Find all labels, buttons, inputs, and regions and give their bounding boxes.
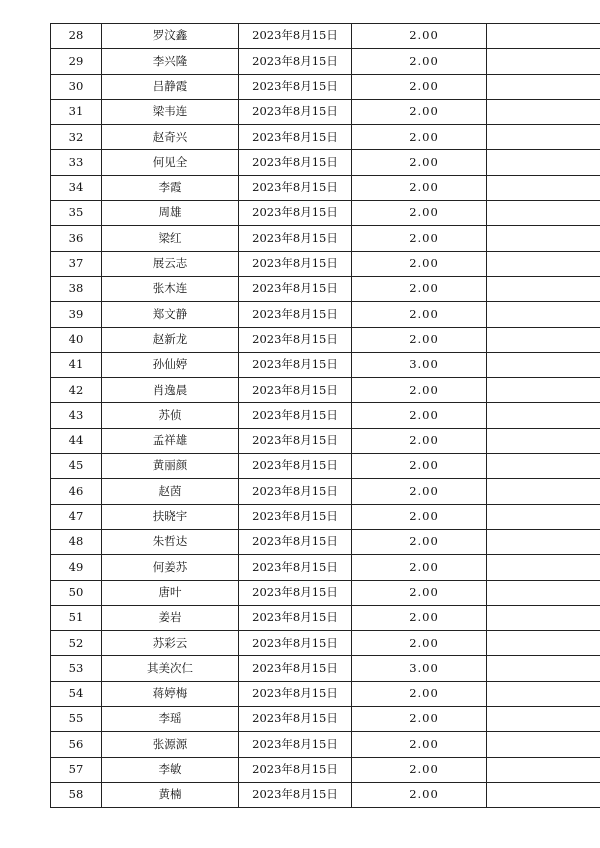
amount-cell: 2.00: [352, 201, 487, 226]
amount-cell: 2.00: [352, 125, 487, 150]
amount-cell: 2.00: [352, 403, 487, 428]
note-cell: [487, 24, 600, 49]
name-cell: 周雄: [102, 201, 239, 226]
date-cell: 2023年8月15日: [239, 681, 352, 706]
row-number-cell: 52: [51, 631, 102, 656]
date-cell: 2023年8月15日: [239, 428, 352, 453]
row-number-cell: 35: [51, 201, 102, 226]
note-cell: [487, 707, 600, 732]
amount-cell: 2.00: [352, 555, 487, 580]
date-cell: 2023年8月15日: [239, 454, 352, 479]
row-number-cell: 33: [51, 150, 102, 175]
row-number-cell: 43: [51, 403, 102, 428]
amount-cell: 2.00: [352, 732, 487, 757]
amount-cell: 2.00: [352, 504, 487, 529]
table-row: [51, 24, 600, 49]
note-cell: [487, 175, 600, 200]
name-cell: 朱哲达: [102, 529, 239, 554]
row-number-cell: 39: [51, 302, 102, 327]
note-cell: [487, 378, 600, 403]
name-cell: 赵茵: [102, 479, 239, 504]
name-cell: 黄楠: [102, 782, 239, 807]
table-row: [51, 150, 600, 175]
amount-cell: 2.00: [352, 782, 487, 807]
amount-cell: 2.00: [352, 605, 487, 630]
row-number-cell: 44: [51, 428, 102, 453]
table-row: [51, 529, 600, 554]
name-cell: 梁红: [102, 226, 239, 251]
date-cell: 2023年8月15日: [239, 125, 352, 150]
note-cell: [487, 732, 600, 757]
name-cell: 姜岩: [102, 605, 239, 630]
note-cell: [487, 479, 600, 504]
name-cell: 蒋婷梅: [102, 681, 239, 706]
note-cell: [487, 150, 600, 175]
note-cell: [487, 757, 600, 782]
table-row: [51, 403, 600, 428]
table-row: [51, 555, 600, 580]
row-number-cell: 56: [51, 732, 102, 757]
date-cell: 2023年8月15日: [239, 99, 352, 124]
row-number-cell: 48: [51, 529, 102, 554]
name-cell: 孟祥雄: [102, 428, 239, 453]
date-cell: 2023年8月15日: [239, 529, 352, 554]
row-number-cell: 50: [51, 580, 102, 605]
note-cell: [487, 656, 600, 681]
row-number-cell: 28: [51, 24, 102, 49]
name-cell: 何姜苏: [102, 555, 239, 580]
table-row: [51, 732, 600, 757]
row-number-cell: 36: [51, 226, 102, 251]
row-number-cell: 40: [51, 327, 102, 352]
row-number-cell: 47: [51, 504, 102, 529]
amount-cell: 2.00: [352, 150, 487, 175]
amount-cell: 2.00: [352, 681, 487, 706]
table-row: [51, 74, 600, 99]
table-row: [51, 656, 600, 681]
name-cell: 梁韦连: [102, 99, 239, 124]
name-cell: 张源源: [102, 732, 239, 757]
row-number-cell: 54: [51, 681, 102, 706]
amount-cell: 2.00: [352, 707, 487, 732]
note-cell: [487, 276, 600, 301]
date-cell: 2023年8月15日: [239, 175, 352, 200]
row-number-cell: 53: [51, 656, 102, 681]
note-cell: [487, 428, 600, 453]
row-number-cell: 46: [51, 479, 102, 504]
table-row: [51, 454, 600, 479]
table-row: [51, 352, 600, 377]
row-number-cell: 58: [51, 782, 102, 807]
table-row: [51, 201, 600, 226]
row-number-cell: 49: [51, 555, 102, 580]
name-cell: 李敏: [102, 757, 239, 782]
row-number-cell: 31: [51, 99, 102, 124]
row-number-cell: 32: [51, 125, 102, 150]
amount-cell: 2.00: [352, 757, 487, 782]
date-cell: 2023年8月15日: [239, 352, 352, 377]
date-cell: 2023年8月15日: [239, 580, 352, 605]
note-cell: [487, 454, 600, 479]
date-cell: 2023年8月15日: [239, 403, 352, 428]
amount-cell: 2.00: [352, 302, 487, 327]
row-number-cell: 38: [51, 276, 102, 301]
table-row: [51, 378, 600, 403]
date-cell: 2023年8月15日: [239, 150, 352, 175]
date-cell: 2023年8月15日: [239, 782, 352, 807]
note-cell: [487, 99, 600, 124]
name-cell: 郑文静: [102, 302, 239, 327]
date-cell: 2023年8月15日: [239, 656, 352, 681]
note-cell: [487, 782, 600, 807]
note-cell: [487, 302, 600, 327]
table-row: [51, 580, 600, 605]
table-row: [51, 125, 600, 150]
amount-cell: 2.00: [352, 49, 487, 74]
amount-cell: 2.00: [352, 99, 487, 124]
row-number-cell: 29: [51, 49, 102, 74]
date-cell: 2023年8月15日: [239, 504, 352, 529]
name-cell: 吕静霞: [102, 74, 239, 99]
row-number-cell: 41: [51, 352, 102, 377]
amount-cell: 2.00: [352, 24, 487, 49]
amount-cell: 2.00: [352, 226, 487, 251]
amount-cell: 2.00: [352, 580, 487, 605]
date-cell: 2023年8月15日: [239, 757, 352, 782]
amount-cell: 2.00: [352, 276, 487, 301]
date-cell: 2023年8月15日: [239, 49, 352, 74]
name-cell: 张木连: [102, 276, 239, 301]
table-row: [51, 504, 600, 529]
amount-cell: 2.00: [352, 327, 487, 352]
note-cell: [487, 201, 600, 226]
records-table: [50, 23, 600, 808]
row-number-cell: 42: [51, 378, 102, 403]
amount-cell: 2.00: [352, 529, 487, 554]
amount-cell: 3.00: [352, 352, 487, 377]
table-row: [51, 428, 600, 453]
table-row: [51, 707, 600, 732]
name-cell: 李霞: [102, 175, 239, 200]
name-cell: 唐叶: [102, 580, 239, 605]
row-number-cell: 30: [51, 74, 102, 99]
note-cell: [487, 631, 600, 656]
name-cell: 苏侦: [102, 403, 239, 428]
name-cell: 孙仙婷: [102, 352, 239, 377]
name-cell: 苏彩云: [102, 631, 239, 656]
note-cell: [487, 403, 600, 428]
note-cell: [487, 555, 600, 580]
note-cell: [487, 681, 600, 706]
date-cell: 2023年8月15日: [239, 707, 352, 732]
name-cell: 李兴隆: [102, 49, 239, 74]
date-cell: 2023年8月15日: [239, 732, 352, 757]
date-cell: 2023年8月15日: [239, 302, 352, 327]
date-cell: 2023年8月15日: [239, 276, 352, 301]
row-number-cell: 37: [51, 251, 102, 276]
date-cell: 2023年8月15日: [239, 74, 352, 99]
table-row: [51, 681, 600, 706]
date-cell: 2023年8月15日: [239, 631, 352, 656]
name-cell: 黄丽颜: [102, 454, 239, 479]
name-cell: 何见全: [102, 150, 239, 175]
row-number-cell: 34: [51, 175, 102, 200]
table-row: [51, 605, 600, 630]
table-row: [51, 251, 600, 276]
note-cell: [487, 580, 600, 605]
name-cell: 赵奇兴: [102, 125, 239, 150]
note-cell: [487, 251, 600, 276]
amount-cell: 2.00: [352, 175, 487, 200]
date-cell: 2023年8月15日: [239, 226, 352, 251]
table-row: [51, 757, 600, 782]
name-cell: 展云志: [102, 251, 239, 276]
table-row: [51, 276, 600, 301]
row-number-cell: 57: [51, 757, 102, 782]
table-row: [51, 327, 600, 352]
amount-cell: 2.00: [352, 631, 487, 656]
row-number-cell: 45: [51, 454, 102, 479]
records-table-body: [51, 24, 600, 808]
date-cell: 2023年8月15日: [239, 605, 352, 630]
table-row: [51, 99, 600, 124]
date-cell: 2023年8月15日: [239, 251, 352, 276]
date-cell: 2023年8月15日: [239, 479, 352, 504]
name-cell: 扶晓宇: [102, 504, 239, 529]
amount-cell: 2.00: [352, 454, 487, 479]
note-cell: [487, 327, 600, 352]
name-cell: 李瑶: [102, 707, 239, 732]
note-cell: [487, 352, 600, 377]
table-row: [51, 175, 600, 200]
amount-cell: 3.00: [352, 656, 487, 681]
row-number-cell: 51: [51, 605, 102, 630]
amount-cell: 2.00: [352, 479, 487, 504]
date-cell: 2023年8月15日: [239, 555, 352, 580]
amount-cell: 2.00: [352, 428, 487, 453]
date-cell: 2023年8月15日: [239, 327, 352, 352]
name-cell: 赵新龙: [102, 327, 239, 352]
note-cell: [487, 125, 600, 150]
amount-cell: 2.00: [352, 378, 487, 403]
table-row: [51, 631, 600, 656]
amount-cell: 2.00: [352, 74, 487, 99]
table-row: [51, 302, 600, 327]
name-cell: 其美次仁: [102, 656, 239, 681]
note-cell: [487, 49, 600, 74]
table-row: [51, 479, 600, 504]
date-cell: 2023年8月15日: [239, 201, 352, 226]
amount-cell: 2.00: [352, 251, 487, 276]
table-row: [51, 49, 600, 74]
date-cell: 2023年8月15日: [239, 378, 352, 403]
note-cell: [487, 529, 600, 554]
row-number-cell: 55: [51, 707, 102, 732]
table-row: [51, 782, 600, 807]
note-cell: [487, 74, 600, 99]
note-cell: [487, 226, 600, 251]
name-cell: 肖逸晨: [102, 378, 239, 403]
name-cell: 罗汶鑫: [102, 24, 239, 49]
note-cell: [487, 605, 600, 630]
table-row: [51, 226, 600, 251]
date-cell: 2023年8月15日: [239, 24, 352, 49]
note-cell: [487, 504, 600, 529]
